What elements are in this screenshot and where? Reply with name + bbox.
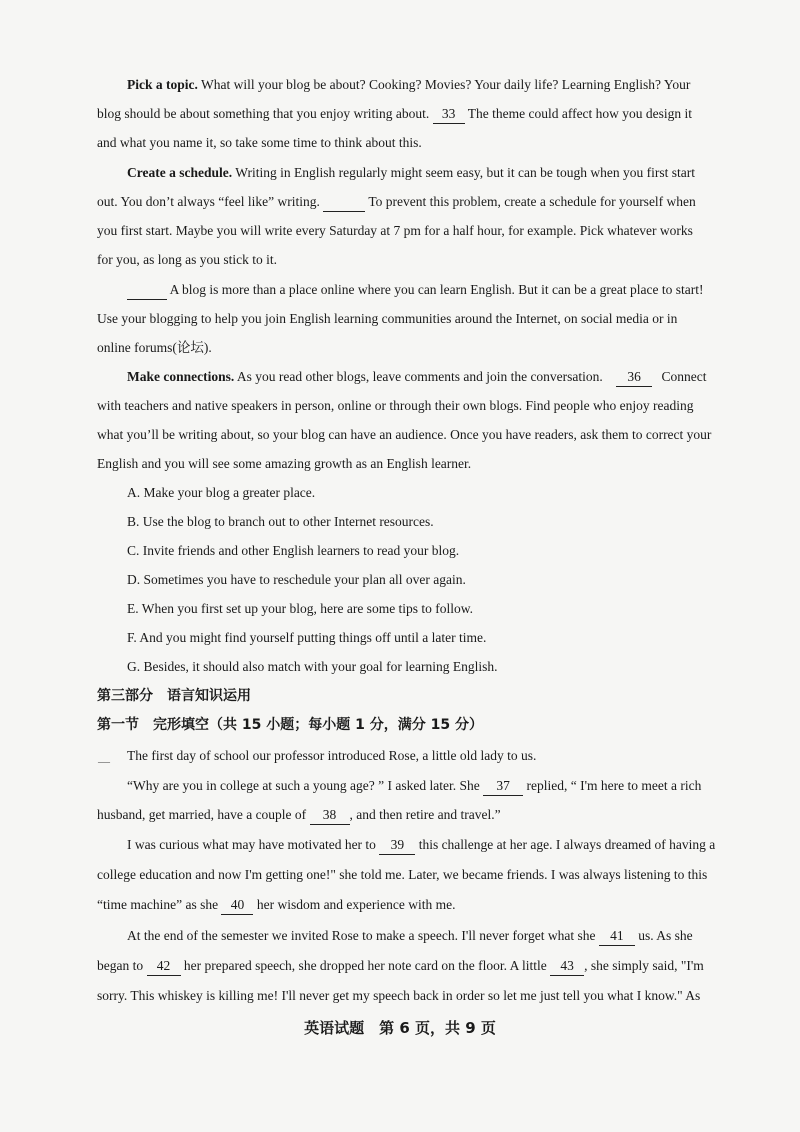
- page-footer: 英语试题 第 6 页，共 9 页: [304, 1019, 496, 1037]
- p1-line3: and what you name it, so take some time to think about this.: [97, 135, 422, 150]
- p3-line2: Use your blogging to help you join English learning communities around the Internet, on social media or in: [97, 311, 678, 326]
- cloze-line5: college education and now I'm getting one!" she told me. Later, we became friends. I was always listening to this: [97, 867, 708, 882]
- part3-heading: 第三部分 语言知识运用: [97, 688, 251, 704]
- blank-40: 40: [221, 896, 253, 915]
- cloze-line4: I was curious what may have motivated her to 39 this challenge at her age. I always dreamed of having a: [127, 836, 715, 855]
- cloze-line3: husband, get married, have a couple of 38 , and then retire and travel.”: [97, 806, 501, 825]
- p2-lead: Create a schedule.: [127, 165, 233, 180]
- scan-mark-dash: —: [98, 754, 110, 768]
- option-c: C. Invite friends and other English learners to read your blog.: [127, 543, 460, 558]
- blank-37: 37: [483, 777, 523, 796]
- p2-line4: for you, as long as you stick to it.: [97, 252, 277, 267]
- option-a: A. Make your blog a greater place.: [127, 485, 316, 500]
- p2-line1: Create a schedule. Writing in English regularly might seem easy, but it can be tough when you first start: [127, 165, 695, 180]
- option-e: E. When you first set up your blog, here are some tips to follow.: [127, 601, 474, 616]
- option-d: D. Sometimes you have to reschedule your plan all over again.: [127, 572, 466, 587]
- p4-line2: with teachers and native speakers in person, online or through their own blogs. Find people who enjoy reading: [97, 398, 694, 413]
- p1-lead: Pick a topic.: [127, 77, 198, 92]
- cloze-line1: The first day of school our professor introduced Rose, a little old lady to us.: [127, 748, 537, 763]
- p4-lead: Make connections.: [127, 369, 235, 384]
- p1-line1: Pick a topic. What will your blog be about? Cooking? Movies? Your daily life? Learning English? Your: [127, 77, 691, 92]
- blank-43: 43: [550, 957, 584, 976]
- cloze-line9: sorry. This whiskey is killing me! I'll never get my speech back in order so let me just tell you what I know." As: [97, 988, 701, 1003]
- blank-35: [127, 281, 167, 300]
- cloze-line6: “time machine” as she 40 her wisdom and experience with me.: [97, 896, 456, 915]
- blank-38: 38: [310, 806, 350, 825]
- p4-line4: English and you will see some amazing growth as an English learner.: [97, 456, 472, 471]
- blank-41: 41: [599, 927, 635, 946]
- cloze-line2: “Why are you in college at such a young age? ” I asked later. She 37 replied, “ I'm here to meet a rich: [127, 777, 701, 796]
- section1-heading: 第一节 完形填空（共 15 小题；每小题 1 分，满分 15 分）: [97, 717, 483, 733]
- blank-42: 42: [147, 957, 181, 976]
- blank-36: 36: [616, 368, 652, 387]
- p3-line1: A blog is more than a place online where you can learn English. But it can be a great place to start!: [127, 281, 703, 300]
- option-g: G. Besides, it should also match with your goal for learning English.: [127, 659, 498, 674]
- blank-39: 39: [379, 836, 415, 855]
- p3-line3: online forums(论坛).: [97, 340, 212, 355]
- p2-line3: you first start. Maybe you will write every Saturday at 7 pm for a half hour, for example. Pick whatever works: [97, 223, 693, 238]
- cloze-line7: At the end of the semester we invited Rose to make a speech. I'll never forget what she 41 us. As she: [127, 927, 693, 946]
- blank-33: 33: [433, 105, 465, 124]
- option-b: B. Use the blog to branch out to other Internet resources.: [127, 514, 434, 529]
- p2-line2: out. You don’t always “feel like” writing. To prevent this problem, create a schedule for yourself when: [97, 193, 696, 212]
- option-f: F. And you might find yourself putting things off until a later time.: [127, 630, 487, 645]
- blank-34: [323, 193, 365, 212]
- p1-line2: blog should be about something that you enjoy writing about. 33 The theme could affect how you design it: [97, 105, 692, 124]
- p4-line1: Make connections. As you read other blogs, leave comments and join the conversation. 36 Connect: [127, 368, 707, 387]
- p4-line3: what you’ll be writing about, so your blog can have an audience. Once you have readers, ask them to correct your: [97, 427, 712, 442]
- cloze-line8: began to 42 her prepared speech, she dropped her note card on the floor. A little 43 , she simply said, "I'm: [97, 957, 704, 976]
